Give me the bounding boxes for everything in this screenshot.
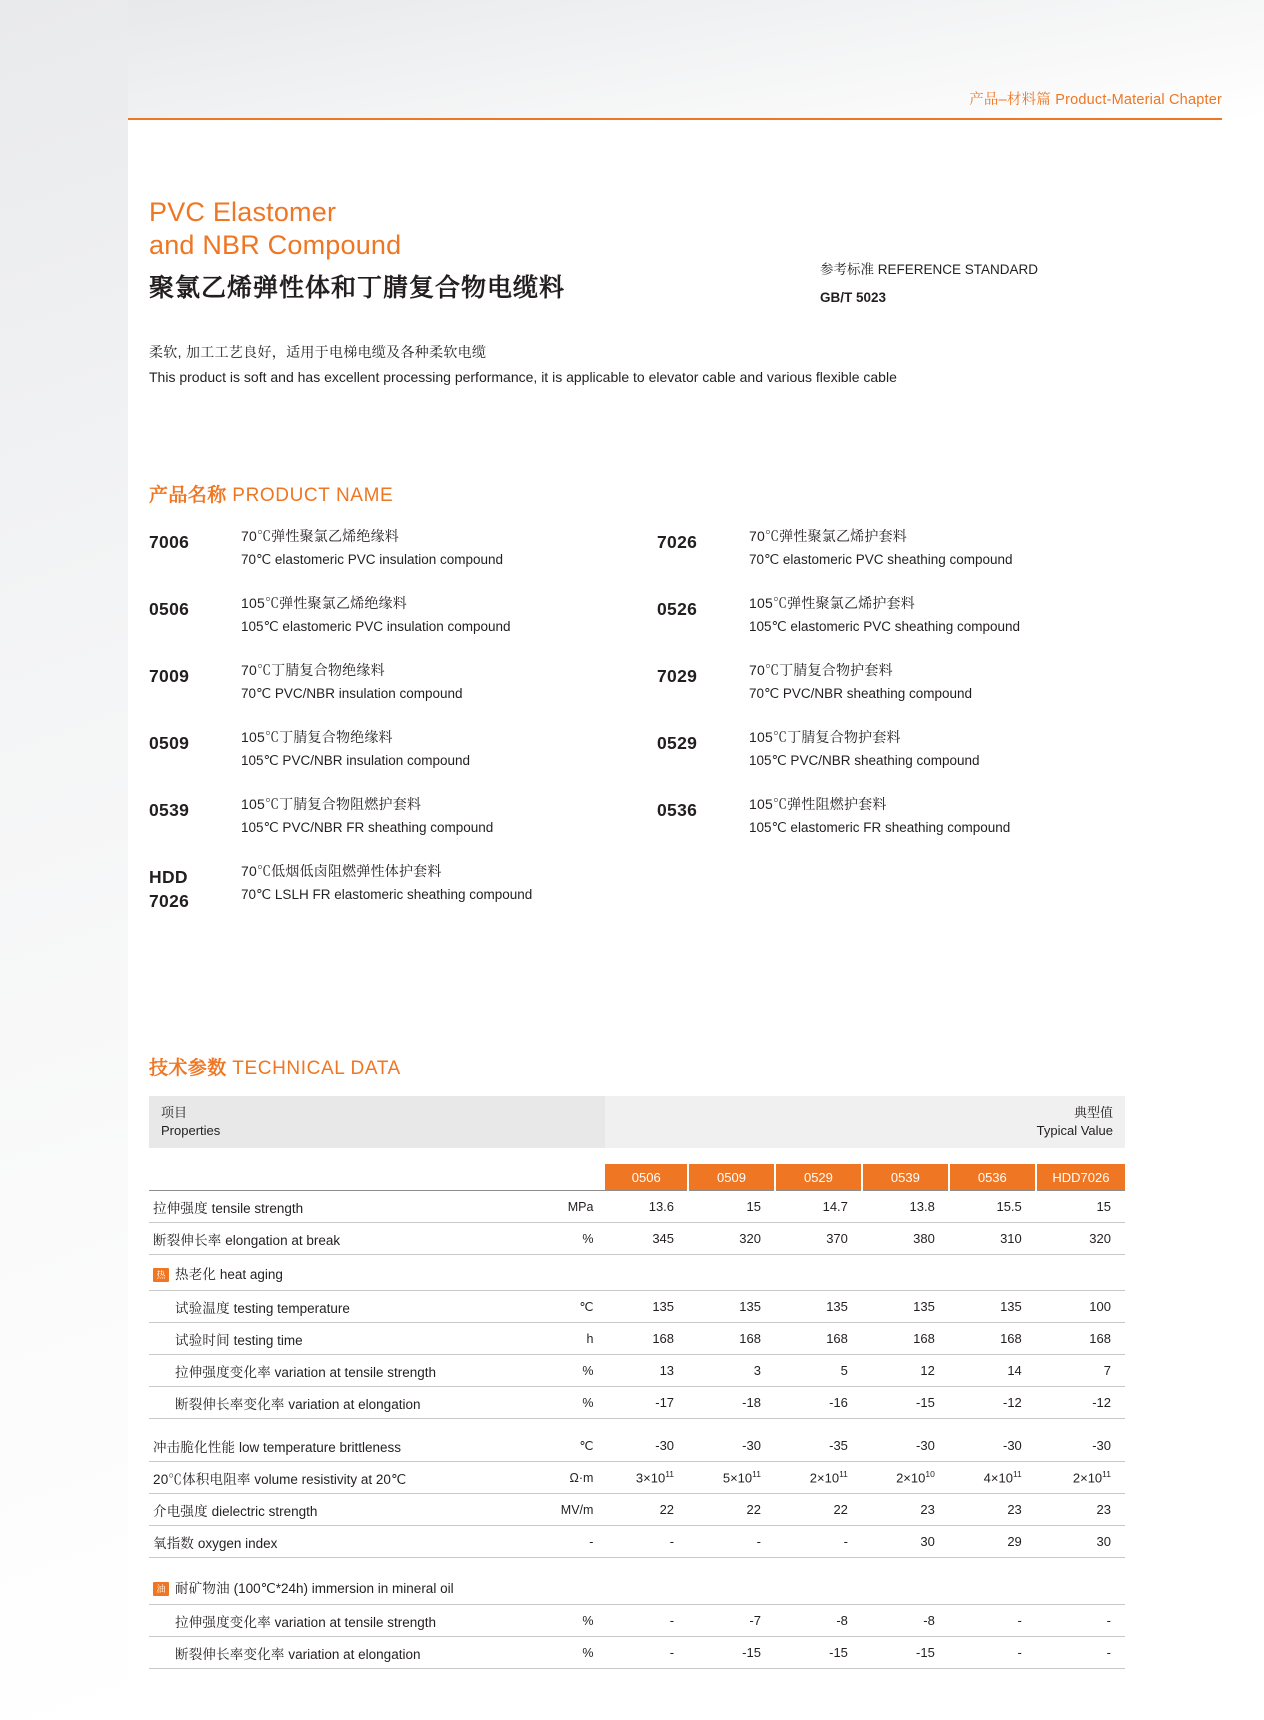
table-value-0529: -35 — [775, 1430, 862, 1462]
table-value-0539: -15 — [862, 1387, 949, 1419]
product-text — [241, 792, 609, 840]
product-name-cn: 105℃丁腈复合物绝缘料 — [241, 729, 393, 745]
table-value-0529: 135 — [775, 1291, 862, 1323]
product-name-en: 70℃ PVC/NBR sheathing compound — [749, 686, 973, 701]
table-value-0509: -7 — [688, 1605, 775, 1637]
table-value-0536 — [949, 1569, 1036, 1605]
table-unit: MPa — [540, 1191, 605, 1223]
page-title-cn: 聚氯乙烯弹性体和丁腈复合物电缆料 — [149, 274, 566, 302]
table-header-typical-value: 典型值 Typical Value — [605, 1096, 1125, 1148]
table-value-HDD7026: - — [1036, 1637, 1125, 1669]
table-value-0509: 22 — [688, 1494, 775, 1526]
table-column-header-0536: 0536 — [949, 1164, 1036, 1191]
product-name-en: 70℃ LSLH FR elastomeric sheathing compound — [241, 887, 533, 902]
table-value-0506: 345 — [605, 1223, 688, 1255]
product-name-cn: 105℃丁腈复合物护套料 — [749, 729, 901, 745]
table-value-0539: -15 — [862, 1637, 949, 1669]
table-property-label: 断裂伸长率变化率 variation at elongation — [149, 1637, 540, 1669]
product-name-cn: 70℃丁腈复合物绝缘料 — [241, 662, 385, 678]
table-value-0539: 12 — [862, 1355, 949, 1387]
table-value-0506: $3\times 10^{11}$ — [605, 1462, 688, 1494]
table-value-0506: 135 — [605, 1291, 688, 1323]
table-value-0529: $2\times 10^{11}$ — [775, 1462, 862, 1494]
product-text — [241, 859, 609, 913]
table-value-0509: -18 — [688, 1387, 775, 1419]
table-value-HDD7026: 30 — [1036, 1526, 1125, 1558]
product-name-en: 105℃ elastomeric FR sheathing compound — [749, 820, 1011, 835]
product-code: 0539 — [149, 800, 190, 820]
product-code: 0506 — [149, 599, 190, 619]
chapter-header-en: Product-Material Chapter — [1055, 92, 1222, 108]
section-title-product-name — [149, 480, 393, 507]
table-value-0539: -30 — [862, 1430, 949, 1462]
table-unit: % — [540, 1355, 605, 1387]
table-value-0536: -30 — [949, 1430, 1036, 1462]
table-header-row — [149, 1096, 1125, 1148]
table-spacer-cell — [149, 1148, 1125, 1164]
table-property-label: 油 耐矿物油 (100℃*24h) immersion in mineral oil — [149, 1569, 540, 1605]
table-gap-cell — [149, 1558, 1125, 1570]
table-value-0536 — [949, 1255, 1036, 1291]
table-value-0529: 370 — [775, 1223, 862, 1255]
table-value-0536: 168 — [949, 1323, 1036, 1355]
table-value-HDD7026: 23 — [1036, 1494, 1125, 1526]
table-unit: ℃ — [540, 1430, 605, 1462]
table-unit — [540, 1569, 605, 1605]
table-value-0509: -15 — [688, 1637, 775, 1669]
table-value-0539: 380 — [862, 1223, 949, 1255]
table-property-label: 20℃体积电阻率 volume resistivity at 20℃ — [149, 1462, 540, 1494]
product-code: 0526 — [657, 599, 698, 619]
table-value-0509 — [688, 1255, 775, 1291]
product-text — [241, 725, 609, 773]
table-value-0539: 168 — [862, 1323, 949, 1355]
table-column-header-HDD7026: HDD7026 — [1036, 1164, 1125, 1191]
table-property-label: 试验时间 testing time — [149, 1323, 540, 1355]
page-title-en — [149, 196, 401, 262]
table-value-0539: $2\times 10^{10}$ — [862, 1462, 949, 1494]
product-description-cn: 柔软, 加工工艺良好，适用于电梯电缆及各种柔软电缆 — [149, 344, 487, 360]
reference-standard-value: GB/T 5023 — [820, 290, 887, 305]
table-value-0529: 168 — [775, 1323, 862, 1355]
table-value-0509: $5\times 10^{11}$ — [688, 1462, 775, 1494]
product-item — [657, 725, 1117, 773]
table-row — [149, 1355, 1125, 1387]
table-value-HDD7026: -30 — [1036, 1430, 1125, 1462]
table-property-label: 断裂伸长率变化率 variation at elongation — [149, 1387, 540, 1419]
table-unit: % — [540, 1637, 605, 1669]
table-unit — [540, 1255, 605, 1291]
section-title-technical-data-en: TECHNICAL DATA — [232, 1058, 401, 1079]
table-property-label: 热 热老化 heat aging — [149, 1255, 540, 1291]
table-group-row — [149, 1569, 1125, 1605]
table-row — [149, 1223, 1125, 1255]
product-code: 0529 — [657, 733, 698, 753]
table-property-label: 氧指数 oxygen index — [149, 1526, 540, 1558]
product-name-en: 70℃ elastomeric PVC sheathing compound — [749, 552, 1013, 567]
table-property-label: 冲击脆化性能 low temperature brittleness — [149, 1430, 540, 1462]
product-code: 0509 — [149, 733, 190, 753]
technical-data-table — [149, 1096, 1125, 1669]
product-item — [657, 792, 1117, 840]
table-row — [149, 1191, 1125, 1223]
table-unit: - — [540, 1526, 605, 1558]
table-value-0536: - — [949, 1605, 1036, 1637]
chapter-header — [969, 88, 1222, 109]
table-value-0536: 23 — [949, 1494, 1036, 1526]
product-code: 0536 — [657, 800, 698, 820]
table-column-header-0506: 0506 — [605, 1164, 688, 1191]
product-name-en: 105℃ elastomeric PVC sheathing compound — [749, 619, 1021, 634]
table-row — [149, 1462, 1125, 1494]
table-value-HDD7026: 168 — [1036, 1323, 1125, 1355]
table-value-0509: 15 — [688, 1191, 775, 1223]
table-value-0539 — [862, 1255, 949, 1291]
table-row — [149, 1323, 1125, 1355]
product-text — [749, 792, 1117, 840]
table-value-0506: 13.6 — [605, 1191, 688, 1223]
table-column-header-row — [149, 1164, 1125, 1191]
table-value-0509: 135 — [688, 1291, 775, 1323]
table-value-0536: 29 — [949, 1526, 1036, 1558]
table-value-0529: -8 — [775, 1605, 862, 1637]
product-column-left — [149, 524, 609, 932]
table-value-0539: -8 — [862, 1605, 949, 1637]
technical-data-table-wrap — [149, 1096, 1125, 1669]
table-value-0536: -12 — [949, 1387, 1036, 1419]
page-title-en-line1: PVC Elastomer — [149, 197, 337, 227]
table-value-0539: 23 — [862, 1494, 949, 1526]
header-divider — [128, 118, 1222, 120]
product-name-cn: 70℃弹性聚氯乙烯护套料 — [749, 528, 907, 544]
table-value-0506: - — [605, 1637, 688, 1669]
table-unit: h — [540, 1323, 605, 1355]
table-header-properties: 项目 Properties — [149, 1096, 605, 1148]
table-value-0509: -30 — [688, 1430, 775, 1462]
product-item — [149, 524, 609, 572]
section-title-product-name-en: PRODUCT NAME — [232, 485, 394, 506]
table-value-HDD7026 — [1036, 1569, 1125, 1605]
product-item — [149, 591, 609, 639]
product-name-cn: 105℃弹性阻燃护套料 — [749, 796, 887, 812]
section-title-product-name-cn: 产品名称 — [149, 485, 227, 506]
table-property-label: 断裂伸长率 elongation at break — [149, 1223, 540, 1255]
table-value-0536: 135 — [949, 1291, 1036, 1323]
product-text — [241, 591, 609, 639]
table-group-row — [149, 1255, 1125, 1291]
table-value-0506: -30 — [605, 1430, 688, 1462]
table-value-0536: 15.5 — [949, 1191, 1036, 1223]
table-value-0539: 30 — [862, 1526, 949, 1558]
product-name-cn: 70℃丁腈复合物护套料 — [749, 662, 893, 678]
table-value-0529 — [775, 1255, 862, 1291]
table-row — [149, 1387, 1125, 1419]
product-item — [657, 524, 1117, 572]
table-gap-row — [149, 1419, 1125, 1431]
product-text — [241, 658, 609, 706]
product-name-en: 105℃ PVC/NBR FR sheathing compound — [241, 820, 494, 835]
table-gap-cell — [149, 1419, 1125, 1431]
reference-standard-label: 参考标准 REFERENCE STANDARD — [820, 262, 1039, 277]
table-column-header-0529: 0529 — [775, 1164, 862, 1191]
table-value-0539: 13.8 — [862, 1191, 949, 1223]
product-code: 7006 — [149, 532, 190, 552]
product-name-cn: 105℃弹性聚氯乙烯护套料 — [749, 595, 915, 611]
table-value-0506: -17 — [605, 1387, 688, 1419]
table-unit: MV/m — [540, 1494, 605, 1526]
table-value-0536: - — [949, 1637, 1036, 1669]
product-description — [149, 340, 897, 390]
table-column-header-0539: 0539 — [862, 1164, 949, 1191]
product-code: 7026 — [657, 532, 698, 552]
product-name-cn: 105℃丁腈复合物阻燃护套料 — [241, 796, 422, 812]
table-property-label: 拉伸强度 tensile strength — [149, 1191, 540, 1223]
table-value-0506: 13 — [605, 1355, 688, 1387]
table-property-label: 拉伸强度变化率 variation at tensile strength — [149, 1605, 540, 1637]
product-code: HDD 7026 — [149, 867, 190, 911]
table-value-0529: 22 — [775, 1494, 862, 1526]
table-row — [149, 1494, 1125, 1526]
product-name-en: 70℃ elastomeric PVC insulation compound — [241, 552, 504, 567]
table-property-label: 试验温度 testing temperature — [149, 1291, 540, 1323]
table-value-0529 — [775, 1569, 862, 1605]
left-gray-band — [0, 0, 128, 1720]
product-text — [241, 524, 609, 572]
table-value-0529: -15 — [775, 1637, 862, 1669]
product-name-en: 70℃ PVC/NBR insulation compound — [241, 686, 463, 701]
section-title-technical-data — [149, 1053, 401, 1080]
product-code: 7009 — [149, 666, 190, 686]
page-title-en-line2: and NBR Compound — [149, 230, 402, 260]
chapter-header-cn: 产品–材料篇 — [969, 92, 1051, 108]
table-value-HDD7026: 15 — [1036, 1191, 1125, 1223]
table-value-0539: 135 — [862, 1291, 949, 1323]
table-value-0509 — [688, 1569, 775, 1605]
table-value-0509: - — [688, 1526, 775, 1558]
table-unit: % — [540, 1605, 605, 1637]
reference-standard — [820, 256, 1038, 312]
table-value-0529: - — [775, 1526, 862, 1558]
product-name-en: 105℃ elastomeric PVC insulation compound — [241, 619, 511, 634]
table-value-0506: 168 — [605, 1323, 688, 1355]
product-name-en: 105℃ PVC/NBR insulation compound — [241, 753, 471, 768]
table-unit: % — [540, 1223, 605, 1255]
table-property-label: 拉伸强度变化率 variation at tensile strength — [149, 1355, 540, 1387]
table-property-label: 介电强度 dielectric strength — [149, 1494, 540, 1526]
table-value-0529: -16 — [775, 1387, 862, 1419]
table-value-HDD7026: - — [1036, 1605, 1125, 1637]
table-unit: % — [540, 1387, 605, 1419]
table-value-HDD7026: -12 — [1036, 1387, 1125, 1419]
table-value-0529: 14.7 — [775, 1191, 862, 1223]
product-name-cn: 70℃弹性聚氯乙烯绝缘料 — [241, 528, 399, 544]
table-value-0536: 14 — [949, 1355, 1036, 1387]
table-value-0506: - — [605, 1605, 688, 1637]
product-item — [657, 658, 1117, 706]
table-value-0506 — [605, 1255, 688, 1291]
heat-aging-icon: 热 — [153, 1268, 169, 1282]
product-name-en: 105℃ PVC/NBR sheathing compound — [749, 753, 980, 768]
table-spacer — [149, 1148, 1125, 1164]
table-row — [149, 1526, 1125, 1558]
table-value-0506: - — [605, 1526, 688, 1558]
table-value-HDD7026 — [1036, 1255, 1125, 1291]
table-value-0536: $4\times 10^{11}$ — [949, 1462, 1036, 1494]
table-value-0509: 3 — [688, 1355, 775, 1387]
table-value-0506 — [605, 1569, 688, 1605]
product-text — [749, 725, 1117, 773]
product-item — [149, 658, 609, 706]
product-description-en: This product is soft and has excellent processing performance, it is applicable to elevator cable and various flexible cable — [149, 369, 897, 385]
product-name-cn: 70℃低烟低卤阻燃弹性体护套料 — [241, 863, 442, 879]
product-text — [749, 658, 1117, 706]
table-value-0536: 310 — [949, 1223, 1036, 1255]
product-item — [149, 725, 609, 773]
table-value-HDD7026: $2\times 10^{11}$ — [1036, 1462, 1125, 1494]
table-row — [149, 1430, 1125, 1462]
product-code: 7029 — [657, 666, 698, 686]
product-column-right — [657, 524, 1117, 859]
oil-immersion-icon: 油 — [153, 1582, 169, 1596]
table-column-header-blank — [149, 1164, 605, 1191]
table-unit: ℃ — [540, 1291, 605, 1323]
table-value-0509: 168 — [688, 1323, 775, 1355]
table-value-0529: 5 — [775, 1355, 862, 1387]
table-value-0509: 320 — [688, 1223, 775, 1255]
table-column-header-0509: 0509 — [688, 1164, 775, 1191]
table-value-HDD7026: 100 — [1036, 1291, 1125, 1323]
product-item — [657, 591, 1117, 639]
table-gap-row — [149, 1558, 1125, 1570]
product-name-cn: 105℃弹性聚氯乙烯绝缘料 — [241, 595, 407, 611]
table-value-0506: 22 — [605, 1494, 688, 1526]
table-row — [149, 1637, 1125, 1669]
table-value-HDD7026: 7 — [1036, 1355, 1125, 1387]
product-text — [749, 591, 1117, 639]
table-value-HDD7026: 320 — [1036, 1223, 1125, 1255]
table-row — [149, 1291, 1125, 1323]
product-item — [149, 859, 609, 913]
table-row — [149, 1605, 1125, 1637]
table-unit: Ω·m — [540, 1462, 605, 1494]
product-text — [749, 524, 1117, 572]
product-item — [149, 792, 609, 840]
section-title-technical-data-cn: 技术参数 — [149, 1058, 227, 1079]
table-value-0539 — [862, 1569, 949, 1605]
